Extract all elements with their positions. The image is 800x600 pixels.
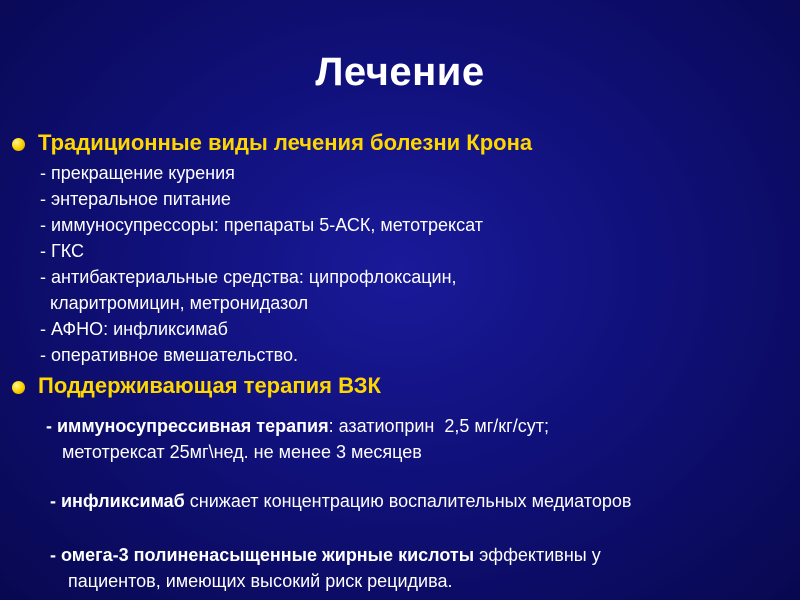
maintenance-item-infliximab bbox=[50, 491, 631, 512]
bullet-dot-icon bbox=[12, 138, 25, 151]
maintenance-item-omega3 bbox=[50, 545, 601, 566]
list-item: - антибактериальные средства: ципрофлоксацин, bbox=[40, 267, 457, 287]
term-description: : азатиоприн 2,5 мг/кг/сут; bbox=[328, 416, 549, 436]
section-heading-maintenance: Поддерживающая терапия ВЗК bbox=[38, 373, 381, 398]
list-item: - ГКС bbox=[40, 241, 85, 261]
maintenance-item-immunosuppressive bbox=[46, 416, 549, 437]
term-description: эффективны у bbox=[474, 545, 601, 565]
term-bold: - инфликсимаб bbox=[50, 491, 185, 511]
bullet-dot-icon bbox=[12, 381, 25, 394]
term-bold: - омега-3 полиненасыщенные жирные кислоты bbox=[50, 545, 475, 565]
section-heading-traditional: Традиционные виды лечения болезни Крона bbox=[38, 130, 533, 155]
list-item: - энтеральное питание bbox=[40, 189, 231, 209]
list-item: - прекращение курения bbox=[40, 163, 235, 183]
slide-title: Лечение bbox=[315, 50, 485, 94]
list-item: - оперативное вмешательство. bbox=[40, 345, 298, 365]
maintenance-item-immunosuppressive-cont: метотрексат 25мг\нед. не менее 3 месяцев bbox=[62, 442, 422, 462]
maintenance-item-omega3-cont: пациентов, имеющих высокий риск рецидива. bbox=[68, 571, 453, 591]
term-description: снижает концентрацию воспалительных медиаторов bbox=[184, 491, 632, 511]
list-item: - АФНО: инфликсимаб bbox=[40, 319, 228, 339]
term-bold: - иммуносупрессивная терапия bbox=[46, 416, 329, 436]
list-item: кларитромицин, метронидазол bbox=[40, 293, 309, 313]
list-item: - иммуносупрессоры: препараты 5-АСК, метотрексат bbox=[40, 215, 483, 235]
